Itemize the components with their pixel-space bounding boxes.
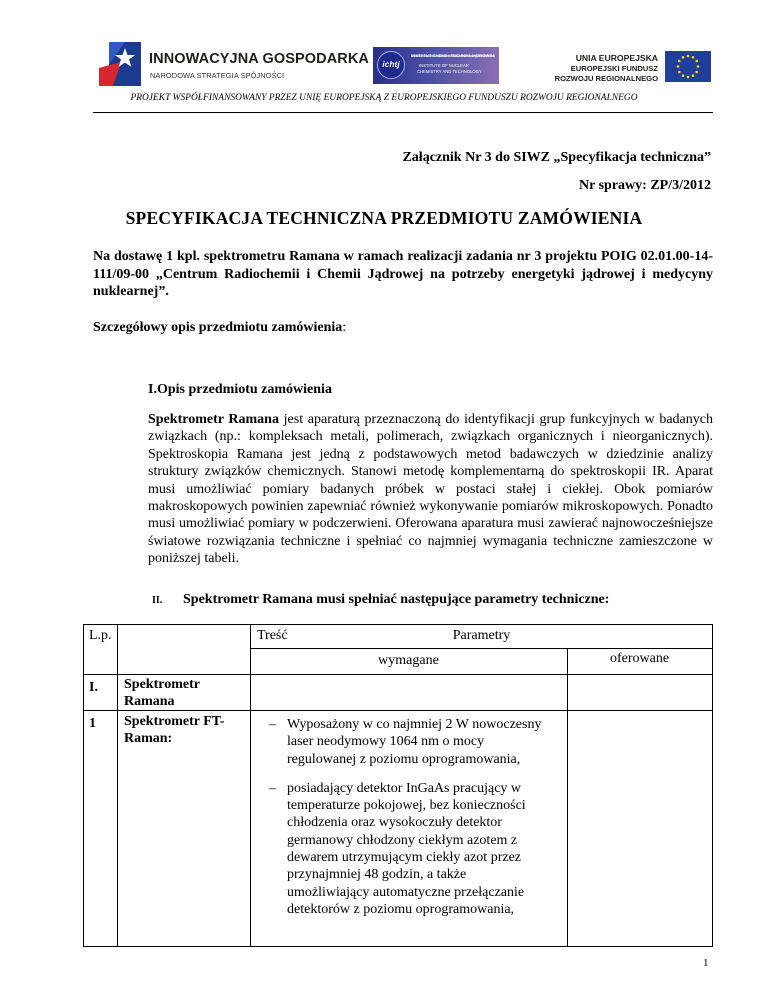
table-subheader-divider — [250, 648, 713, 649]
description-lead: Spektrometr Ramana — [148, 412, 279, 427]
table-row-2-name: Spektrometr FT-Raman: — [124, 714, 225, 746]
detail-heading-label: Szczegółowy opis przedmiotu zamówienia — [93, 320, 343, 335]
project-cofinancing-line: PROJEKT WSPÓŁFINANSOWANY PRZEZ UNIĘ EUROPEJSKĄ Z EUROPEJSKIEGO FUNDUSZU ROZWOJU REGIONALNEGO — [130, 93, 638, 103]
list-item: – posiadający detektor InGaAs pracujący w temperaturze pokojowej, bez konieczności chłodzenia oraz wysokoczuły detektor germanowy chłodzony ciekłym azotem z dewarem utrzymującym ciekły azot przez przynajmniej 48 godzin, a także umożliwiający automatyczne przełączanie detektorów z poziomu oprogramowania, — [267, 780, 542, 918]
logo-ichtj-line-1: INSTYTUT CHEMII I TECHNIKI JĄDROWEJ — [411, 53, 495, 58]
logo-ig-title: INNOWACYJNA GOSPODARKA — [149, 51, 369, 67]
logo-ue-line-2: EUROPEJSKI FUNDUSZ — [570, 64, 658, 73]
table-row-1-lp: I. — [89, 680, 98, 695]
section-2-number: II. — [152, 595, 163, 606]
intro-paragraph: Na dostawę 1 kpl. spektrometru Ramana w ramach realizacji zadania nr 3 projektu POIG 02.01.00-14-111/09-00 „Centrum Radiochemii i Chemii Jądrowej na potrzeby energetyki jądrowej i medycyny nuklearnej”. — [93, 249, 713, 299]
table-col-divider-3 — [567, 648, 568, 947]
requirements-list — [267, 716, 542, 930]
table-header-divider — [83, 674, 713, 675]
eu-flag-icon — [665, 51, 711, 82]
header-wymagane: wymagane — [378, 653, 439, 668]
table-border-top — [83, 624, 713, 625]
table-border-left — [83, 624, 84, 947]
section-2-title: Spektrometr Ramana musi spełniać następujące parametry techniczne: — [183, 592, 610, 607]
annex-reference: Załącznik Nr 3 do SIWZ „Specyfikacja techniczna” — [402, 150, 711, 165]
logo-ichtj-line-3: CHEMISTRY AND TECHNOLOGY — [417, 69, 482, 74]
logo-ue-line-1: UNIA EUROPEJSKA — [575, 53, 658, 63]
description-rest: jest aparaturą przeznaczoną do identyfikacji grup funkcyjnych w badanych związkach (np.: kompleksach metali, polimerach, związkach organicznych i nieorganicznych). Spektroskopia Ramana jest jedną z podstawowych metod badawczych w dziedzinie analizy struktury związków chemicznych. Stanowi metodę komplementarną do spektroskopii IR. Aparat musi umożliwiać pomiary badanych próbek w postaci stałej i ciekłej. Obok pomiarów makroskopowych powinien zapewniać również wykonywanie pomiarów mikroskopowych. Ponadto musi umożliwiać pomiary w podczerwieni. Oferowana aparatura musi zawierać najnowocześniejsze światowe rozwiązania techniczne i spełniać co najmniej wymagania techniczne zamieszczone w poniższej tabeli. — [148, 412, 713, 567]
table-border-right — [712, 624, 713, 947]
header-divider — [93, 112, 713, 113]
table-border-bottom — [83, 946, 713, 947]
section-1-number: I. — [148, 382, 157, 397]
document-title: SPECYFIKACJA TECHNICZNA PRZEDMIOTU ZAMÓWIENIA — [125, 208, 643, 228]
logo-ichtj-name: ichtj — [382, 59, 400, 69]
header-tresc: Treść — [257, 628, 288, 643]
case-number: Nr sprawy: ZP/3/2012 — [579, 178, 711, 193]
header-lp: L.p. — [89, 628, 112, 643]
table-col-divider-1 — [117, 624, 118, 947]
table-col-divider-2 — [250, 624, 251, 947]
logo-unia-europejska-text — [540, 53, 658, 83]
table-row-2-lp: 1 — [89, 716, 96, 731]
logo-innowacyjna-gospodarka — [99, 42, 369, 86]
detail-heading — [93, 320, 346, 336]
logo-ichtj-line-2: INSTITUTE OF NUCLEAR — [419, 63, 469, 68]
detail-heading-colon: : — [342, 320, 347, 335]
section-1-title: Opis przedmiotu zamówienia — [156, 382, 332, 397]
logo-ichtj — [373, 47, 499, 84]
logo-ig-subtitle: NARODOWA STRATEGIA SPÓJNOŚCI — [150, 71, 285, 80]
list-item: – Wyposażony w co najmniej 2 W nowoczesny laser neodymowy 1064 nm o mocy regulowanej z poziomu oprogramowania, — [267, 716, 542, 768]
header-parametry: Parametry — [452, 628, 511, 643]
header-oferowane: oferowane — [609, 651, 670, 666]
description-paragraph — [148, 411, 713, 568]
innowacyjna-gospodarka-icon — [99, 42, 143, 86]
spec-table — [83, 624, 713, 947]
logo-ue-line-3: ROZWOJU REGIONALNEGO — [554, 73, 658, 83]
page-number: 1 — [703, 957, 709, 969]
section-1-heading — [148, 382, 332, 398]
table-row-1-name: Spektrometr Ramana — [124, 677, 200, 709]
table-row-divider — [83, 710, 713, 711]
